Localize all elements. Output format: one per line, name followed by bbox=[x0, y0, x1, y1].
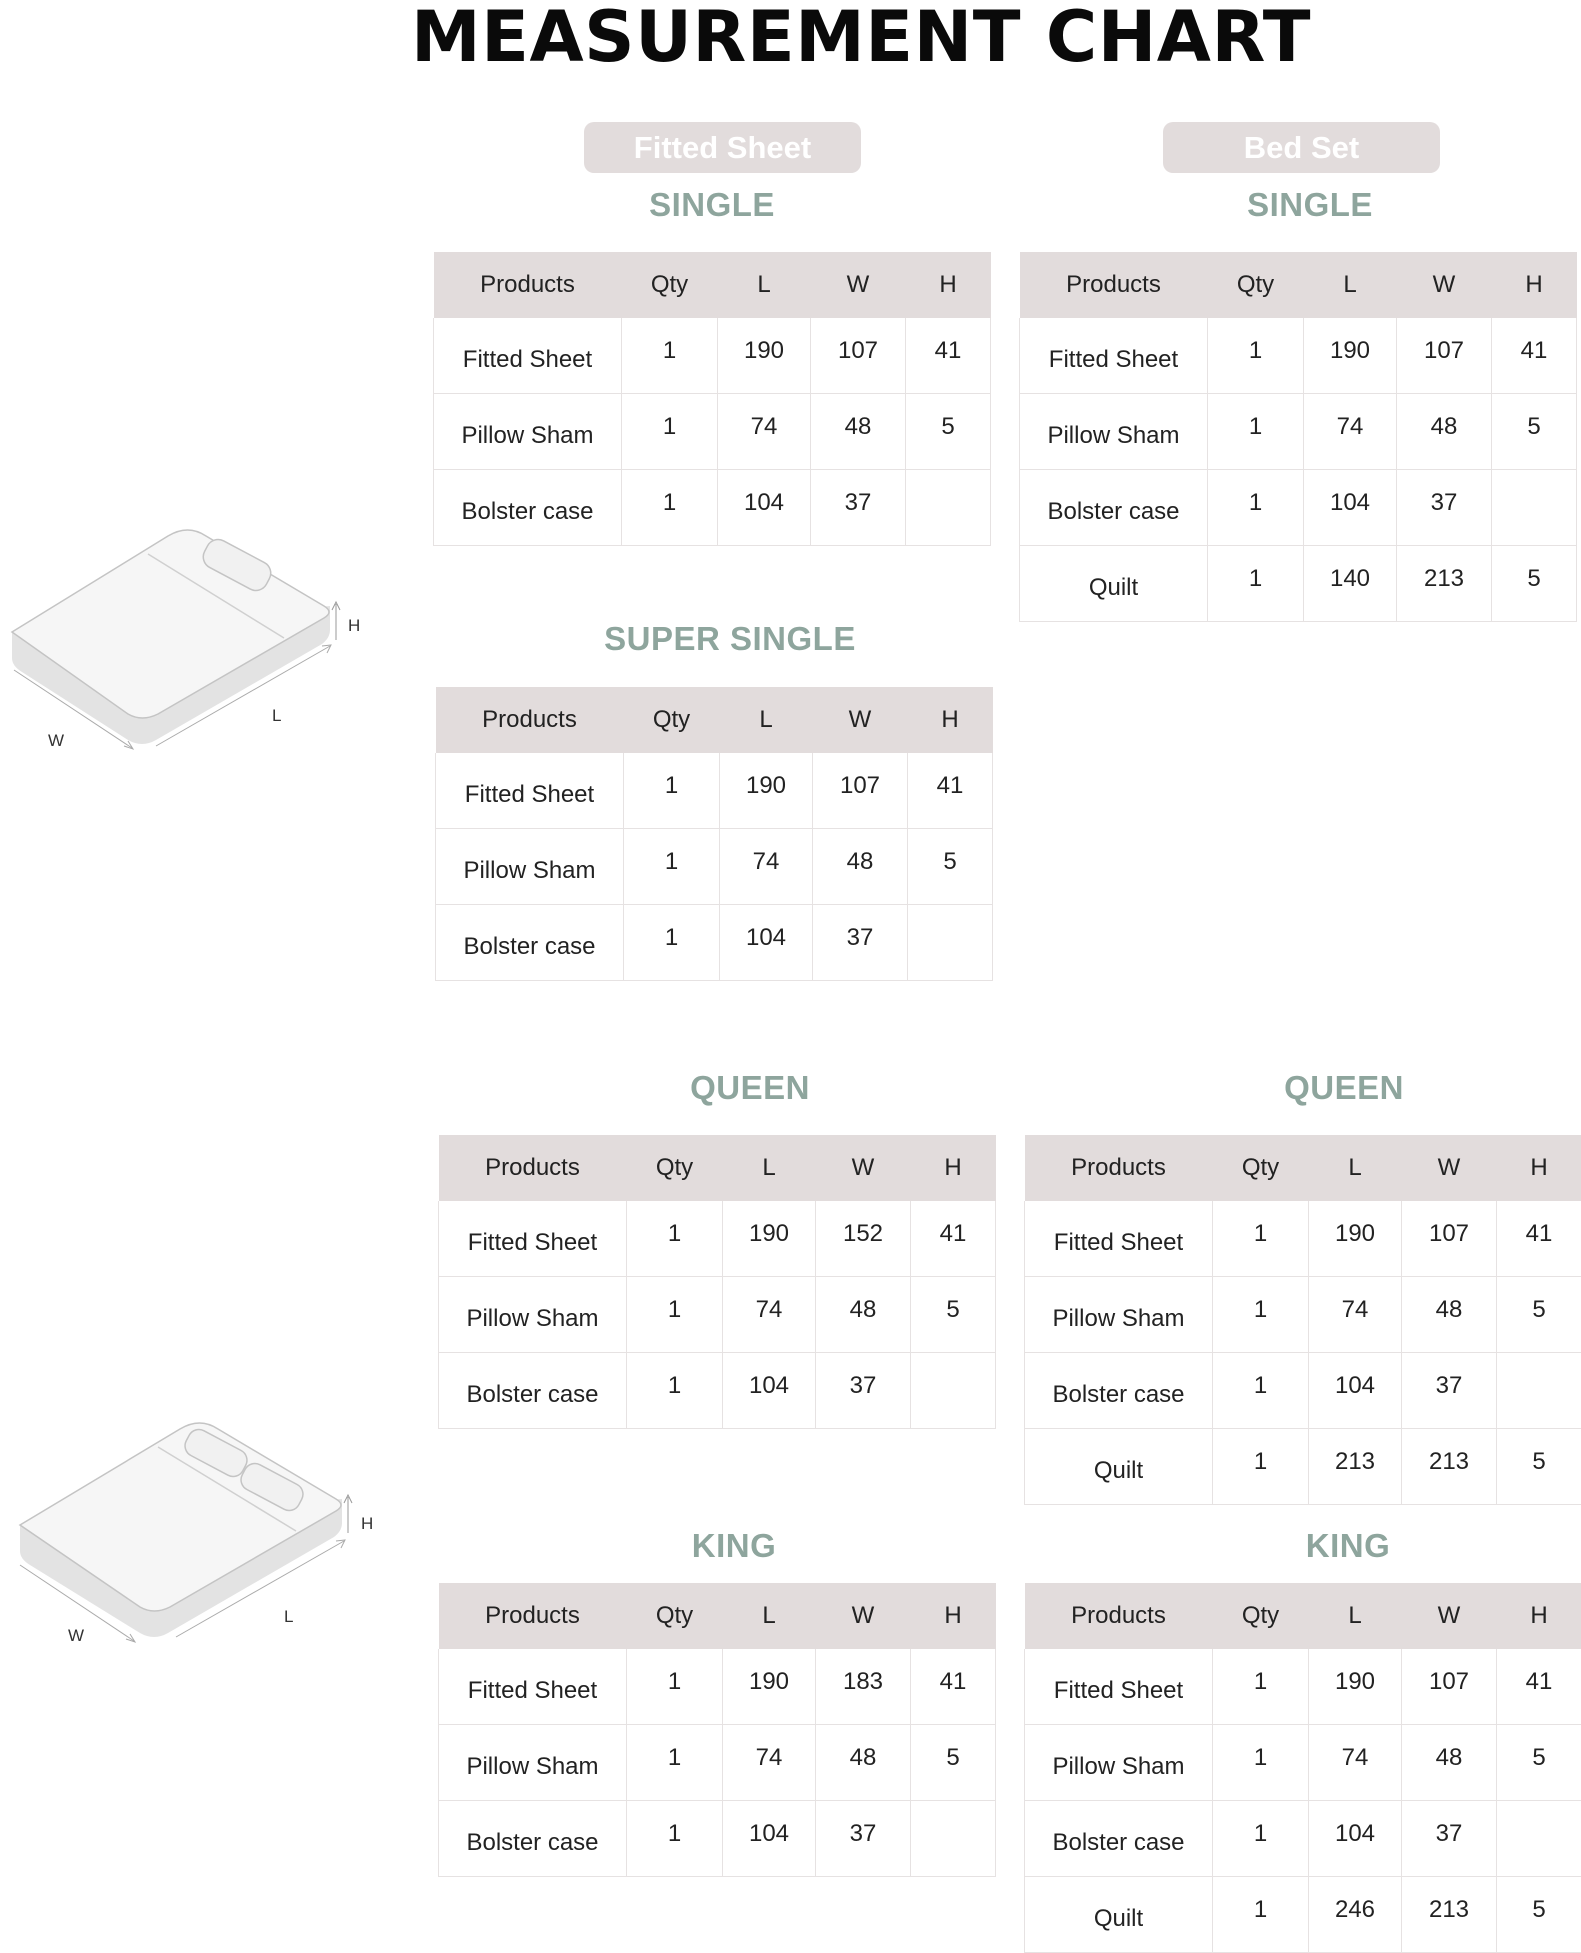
product-name-cell: Pillow Sham bbox=[1020, 394, 1208, 470]
l-cell: 74 bbox=[718, 394, 811, 470]
column-header-qty: Qty bbox=[1213, 1135, 1309, 1201]
product-name-cell: Bolster case bbox=[439, 1353, 627, 1429]
product-name-cell: Fitted Sheet bbox=[436, 753, 624, 829]
qty-cell: 1 bbox=[1213, 1201, 1309, 1277]
qty-cell: 1 bbox=[1213, 1353, 1309, 1429]
product-name-cell: Fitted Sheet bbox=[1020, 318, 1208, 394]
w-cell: 48 bbox=[813, 829, 908, 905]
table-row bbox=[1025, 1649, 1581, 1725]
column-header-h: H bbox=[1497, 1583, 1581, 1649]
w-cell: 213 bbox=[1402, 1429, 1497, 1505]
h-cell: 5 bbox=[911, 1725, 996, 1801]
table-row bbox=[436, 905, 993, 981]
w-cell: 48 bbox=[1402, 1725, 1497, 1801]
table-header-row bbox=[439, 1583, 996, 1649]
diagram-h-label: H bbox=[361, 1514, 373, 1533]
l-cell: 190 bbox=[723, 1649, 816, 1725]
h-cell: 5 bbox=[906, 394, 991, 470]
column-header-qty: Qty bbox=[627, 1135, 723, 1201]
h-cell bbox=[1497, 1353, 1581, 1429]
w-cell: 107 bbox=[811, 318, 906, 394]
table-row bbox=[436, 753, 993, 829]
table-row bbox=[1020, 394, 1577, 470]
h-cell: 41 bbox=[908, 753, 993, 829]
column-header-products: Products bbox=[439, 1583, 627, 1649]
w-cell: 37 bbox=[1402, 1353, 1497, 1429]
column-header-products: Products bbox=[436, 687, 624, 753]
l-cell: 190 bbox=[723, 1201, 816, 1277]
w-cell: 48 bbox=[811, 394, 906, 470]
h-cell: 5 bbox=[1497, 1277, 1581, 1353]
qty-cell: 1 bbox=[1208, 546, 1304, 622]
qty-cell: 1 bbox=[622, 318, 718, 394]
diagram-l-label: L bbox=[284, 1607, 293, 1626]
h-cell: 5 bbox=[1497, 1429, 1581, 1505]
column-header-w: W bbox=[1402, 1583, 1497, 1649]
qty-cell: 1 bbox=[622, 470, 718, 546]
bedset-single-heading: SINGLE bbox=[1030, 186, 1581, 224]
l-cell: 104 bbox=[1309, 1801, 1402, 1877]
table-row bbox=[439, 1353, 996, 1429]
fitted-super-single-table bbox=[435, 687, 993, 981]
column-header-products: Products bbox=[439, 1135, 627, 1201]
column-header-w: W bbox=[816, 1135, 911, 1201]
fitted-king-table bbox=[438, 1583, 996, 1877]
product-name-cell: Pillow Sham bbox=[439, 1725, 627, 1801]
product-name-cell: Pillow Sham bbox=[436, 829, 624, 905]
w-cell: 37 bbox=[816, 1801, 911, 1877]
h-cell bbox=[911, 1801, 996, 1877]
column-header-l: L bbox=[723, 1135, 816, 1201]
qty-cell: 1 bbox=[1208, 394, 1304, 470]
product-name-cell: Pillow Sham bbox=[1025, 1277, 1213, 1353]
h-cell: 5 bbox=[911, 1277, 996, 1353]
column-header-products: Products bbox=[1025, 1135, 1213, 1201]
h-cell: 41 bbox=[906, 318, 991, 394]
w-cell: 107 bbox=[1402, 1201, 1497, 1277]
column-header-w: W bbox=[811, 252, 906, 318]
table-row bbox=[439, 1649, 996, 1725]
l-cell: 104 bbox=[718, 470, 811, 546]
column-header-l: L bbox=[718, 252, 811, 318]
column-header-h: H bbox=[1492, 252, 1577, 318]
product-name-cell: Bolster case bbox=[436, 905, 624, 981]
h-cell: 5 bbox=[1492, 394, 1577, 470]
l-cell: 246 bbox=[1309, 1877, 1402, 1953]
fitted-sheet-pill: Fitted Sheet bbox=[584, 122, 861, 173]
table-header-row bbox=[1025, 1135, 1581, 1201]
w-cell: 37 bbox=[811, 470, 906, 546]
l-cell: 140 bbox=[1304, 546, 1397, 622]
h-cell: 41 bbox=[911, 1201, 996, 1277]
table-row bbox=[1025, 1429, 1581, 1505]
table-header-row bbox=[436, 687, 993, 753]
column-header-l: L bbox=[1309, 1583, 1402, 1649]
fitted-single-table bbox=[433, 252, 991, 546]
diagram-l-label: L bbox=[272, 706, 281, 725]
l-cell: 74 bbox=[1309, 1725, 1402, 1801]
w-cell: 37 bbox=[1397, 470, 1492, 546]
bedset-queen-table bbox=[1024, 1135, 1581, 1505]
l-cell: 190 bbox=[1309, 1649, 1402, 1725]
qty-cell: 1 bbox=[1208, 470, 1304, 546]
table-row bbox=[1025, 1353, 1581, 1429]
l-cell: 74 bbox=[723, 1725, 816, 1801]
column-header-qty: Qty bbox=[1213, 1583, 1309, 1649]
qty-cell: 1 bbox=[1208, 318, 1304, 394]
product-name-cell: Pillow Sham bbox=[1025, 1725, 1213, 1801]
l-cell: 213 bbox=[1309, 1429, 1402, 1505]
qty-cell: 1 bbox=[1213, 1725, 1309, 1801]
w-cell: 48 bbox=[816, 1725, 911, 1801]
product-name-cell: Fitted Sheet bbox=[434, 318, 622, 394]
product-name-cell: Fitted Sheet bbox=[439, 1649, 627, 1725]
h-cell bbox=[906, 470, 991, 546]
w-cell: 37 bbox=[813, 905, 908, 981]
w-cell: 213 bbox=[1402, 1877, 1497, 1953]
l-cell: 190 bbox=[1304, 318, 1397, 394]
bedset-queen-heading: QUEEN bbox=[1064, 1069, 1581, 1107]
product-name-cell: Pillow Sham bbox=[434, 394, 622, 470]
h-cell: 5 bbox=[1497, 1725, 1581, 1801]
qty-cell: 1 bbox=[624, 829, 720, 905]
product-name-cell: Fitted Sheet bbox=[1025, 1201, 1213, 1277]
product-name-cell: Quilt bbox=[1025, 1877, 1213, 1953]
h-cell bbox=[911, 1353, 996, 1429]
column-header-h: H bbox=[911, 1583, 996, 1649]
qty-cell: 1 bbox=[1213, 1429, 1309, 1505]
w-cell: 107 bbox=[1397, 318, 1492, 394]
column-header-products: Products bbox=[434, 252, 622, 318]
h-cell bbox=[1497, 1801, 1581, 1877]
table-header-row bbox=[1025, 1583, 1581, 1649]
column-header-qty: Qty bbox=[1208, 252, 1304, 318]
table-row bbox=[1020, 470, 1577, 546]
qty-cell: 1 bbox=[1213, 1801, 1309, 1877]
l-cell: 104 bbox=[723, 1353, 816, 1429]
bedset-king-heading: KING bbox=[1068, 1527, 1581, 1565]
l-cell: 74 bbox=[1309, 1277, 1402, 1353]
qty-cell: 1 bbox=[1213, 1649, 1309, 1725]
bedset-single-table bbox=[1019, 252, 1577, 622]
bedset-king-table bbox=[1024, 1583, 1581, 1953]
l-cell: 74 bbox=[723, 1277, 816, 1353]
column-header-l: L bbox=[723, 1583, 816, 1649]
column-header-h: H bbox=[908, 687, 993, 753]
column-header-l: L bbox=[720, 687, 813, 753]
table-row bbox=[1020, 546, 1577, 622]
table-row bbox=[436, 829, 993, 905]
qty-cell: 1 bbox=[627, 1649, 723, 1725]
diagram-h-label: H bbox=[348, 616, 360, 635]
h-cell: 5 bbox=[1492, 546, 1577, 622]
column-header-l: L bbox=[1309, 1135, 1402, 1201]
l-cell: 74 bbox=[720, 829, 813, 905]
table-header-row bbox=[439, 1135, 996, 1201]
w-cell: 213 bbox=[1397, 546, 1492, 622]
column-header-qty: Qty bbox=[624, 687, 720, 753]
w-cell: 183 bbox=[816, 1649, 911, 1725]
diagram-w-label: W bbox=[48, 731, 64, 750]
table-row bbox=[434, 318, 991, 394]
h-cell: 41 bbox=[1497, 1201, 1581, 1277]
table-row bbox=[439, 1725, 996, 1801]
qty-cell: 1 bbox=[1213, 1277, 1309, 1353]
table-row bbox=[1025, 1201, 1581, 1277]
table-row bbox=[1020, 318, 1577, 394]
w-cell: 48 bbox=[816, 1277, 911, 1353]
column-header-h: H bbox=[911, 1135, 996, 1201]
column-header-qty: Qty bbox=[622, 252, 718, 318]
product-name-cell: Pillow Sham bbox=[439, 1277, 627, 1353]
table-row bbox=[1025, 1725, 1581, 1801]
table-row bbox=[439, 1201, 996, 1277]
table-row bbox=[439, 1277, 996, 1353]
fitted-super-single-heading: SUPER SINGLE bbox=[450, 620, 1010, 658]
table-row bbox=[434, 470, 991, 546]
w-cell: 37 bbox=[816, 1353, 911, 1429]
table-header-row bbox=[434, 252, 991, 318]
qty-cell: 1 bbox=[1213, 1877, 1309, 1953]
column-header-products: Products bbox=[1025, 1583, 1213, 1649]
h-cell: 5 bbox=[1497, 1877, 1581, 1953]
qty-cell: 1 bbox=[627, 1725, 723, 1801]
column-header-h: H bbox=[906, 252, 991, 318]
bed-set-pill: Bed Set bbox=[1163, 122, 1440, 173]
qty-cell: 1 bbox=[624, 905, 720, 981]
product-name-cell: Bolster case bbox=[1025, 1353, 1213, 1429]
table-row bbox=[1025, 1877, 1581, 1953]
table-row bbox=[439, 1801, 996, 1877]
qty-cell: 1 bbox=[622, 394, 718, 470]
product-name-cell: Bolster case bbox=[1020, 470, 1208, 546]
l-cell: 190 bbox=[718, 318, 811, 394]
l-cell: 104 bbox=[1309, 1353, 1402, 1429]
h-cell bbox=[908, 905, 993, 981]
product-name-cell: Fitted Sheet bbox=[1025, 1649, 1213, 1725]
column-header-w: W bbox=[813, 687, 908, 753]
column-header-l: L bbox=[1304, 252, 1397, 318]
qty-cell: 1 bbox=[627, 1801, 723, 1877]
column-header-h: H bbox=[1497, 1135, 1581, 1201]
w-cell: 107 bbox=[813, 753, 908, 829]
h-cell: 41 bbox=[1492, 318, 1577, 394]
qty-cell: 1 bbox=[624, 753, 720, 829]
fitted-king-heading: KING bbox=[454, 1527, 1014, 1565]
double-bed-diagram-icon bbox=[0, 1415, 390, 1655]
w-cell: 152 bbox=[816, 1201, 911, 1277]
l-cell: 104 bbox=[1304, 470, 1397, 546]
column-header-qty: Qty bbox=[627, 1583, 723, 1649]
table-row bbox=[434, 394, 991, 470]
column-header-w: W bbox=[1402, 1135, 1497, 1201]
table-row bbox=[1025, 1801, 1581, 1877]
page-title: MEASUREMENT CHART bbox=[0, 0, 1581, 78]
table-row bbox=[1025, 1277, 1581, 1353]
column-header-w: W bbox=[1397, 252, 1492, 318]
l-cell: 104 bbox=[720, 905, 813, 981]
l-cell: 190 bbox=[1309, 1201, 1402, 1277]
fitted-queen-heading: QUEEN bbox=[470, 1069, 1030, 1107]
product-name-cell: Bolster case bbox=[434, 470, 622, 546]
product-name-cell: Bolster case bbox=[439, 1801, 627, 1877]
product-name-cell: Bolster case bbox=[1025, 1801, 1213, 1877]
qty-cell: 1 bbox=[627, 1353, 723, 1429]
w-cell: 107 bbox=[1402, 1649, 1497, 1725]
product-name-cell: Quilt bbox=[1020, 546, 1208, 622]
w-cell: 48 bbox=[1402, 1277, 1497, 1353]
h-cell bbox=[1492, 470, 1577, 546]
table-header-row bbox=[1020, 252, 1577, 318]
fitted-queen-table bbox=[438, 1135, 996, 1429]
fitted-single-heading: SINGLE bbox=[432, 186, 992, 224]
l-cell: 190 bbox=[720, 753, 813, 829]
h-cell: 41 bbox=[911, 1649, 996, 1725]
single-bed-diagram-icon bbox=[0, 520, 380, 760]
h-cell: 41 bbox=[1497, 1649, 1581, 1725]
qty-cell: 1 bbox=[627, 1201, 723, 1277]
column-header-w: W bbox=[816, 1583, 911, 1649]
l-cell: 104 bbox=[723, 1801, 816, 1877]
l-cell: 74 bbox=[1304, 394, 1397, 470]
product-name-cell: Quilt bbox=[1025, 1429, 1213, 1505]
w-cell: 48 bbox=[1397, 394, 1492, 470]
h-cell: 5 bbox=[908, 829, 993, 905]
w-cell: 37 bbox=[1402, 1801, 1497, 1877]
product-name-cell: Fitted Sheet bbox=[439, 1201, 627, 1277]
qty-cell: 1 bbox=[627, 1277, 723, 1353]
column-header-products: Products bbox=[1020, 252, 1208, 318]
diagram-w-label: W bbox=[68, 1626, 84, 1645]
